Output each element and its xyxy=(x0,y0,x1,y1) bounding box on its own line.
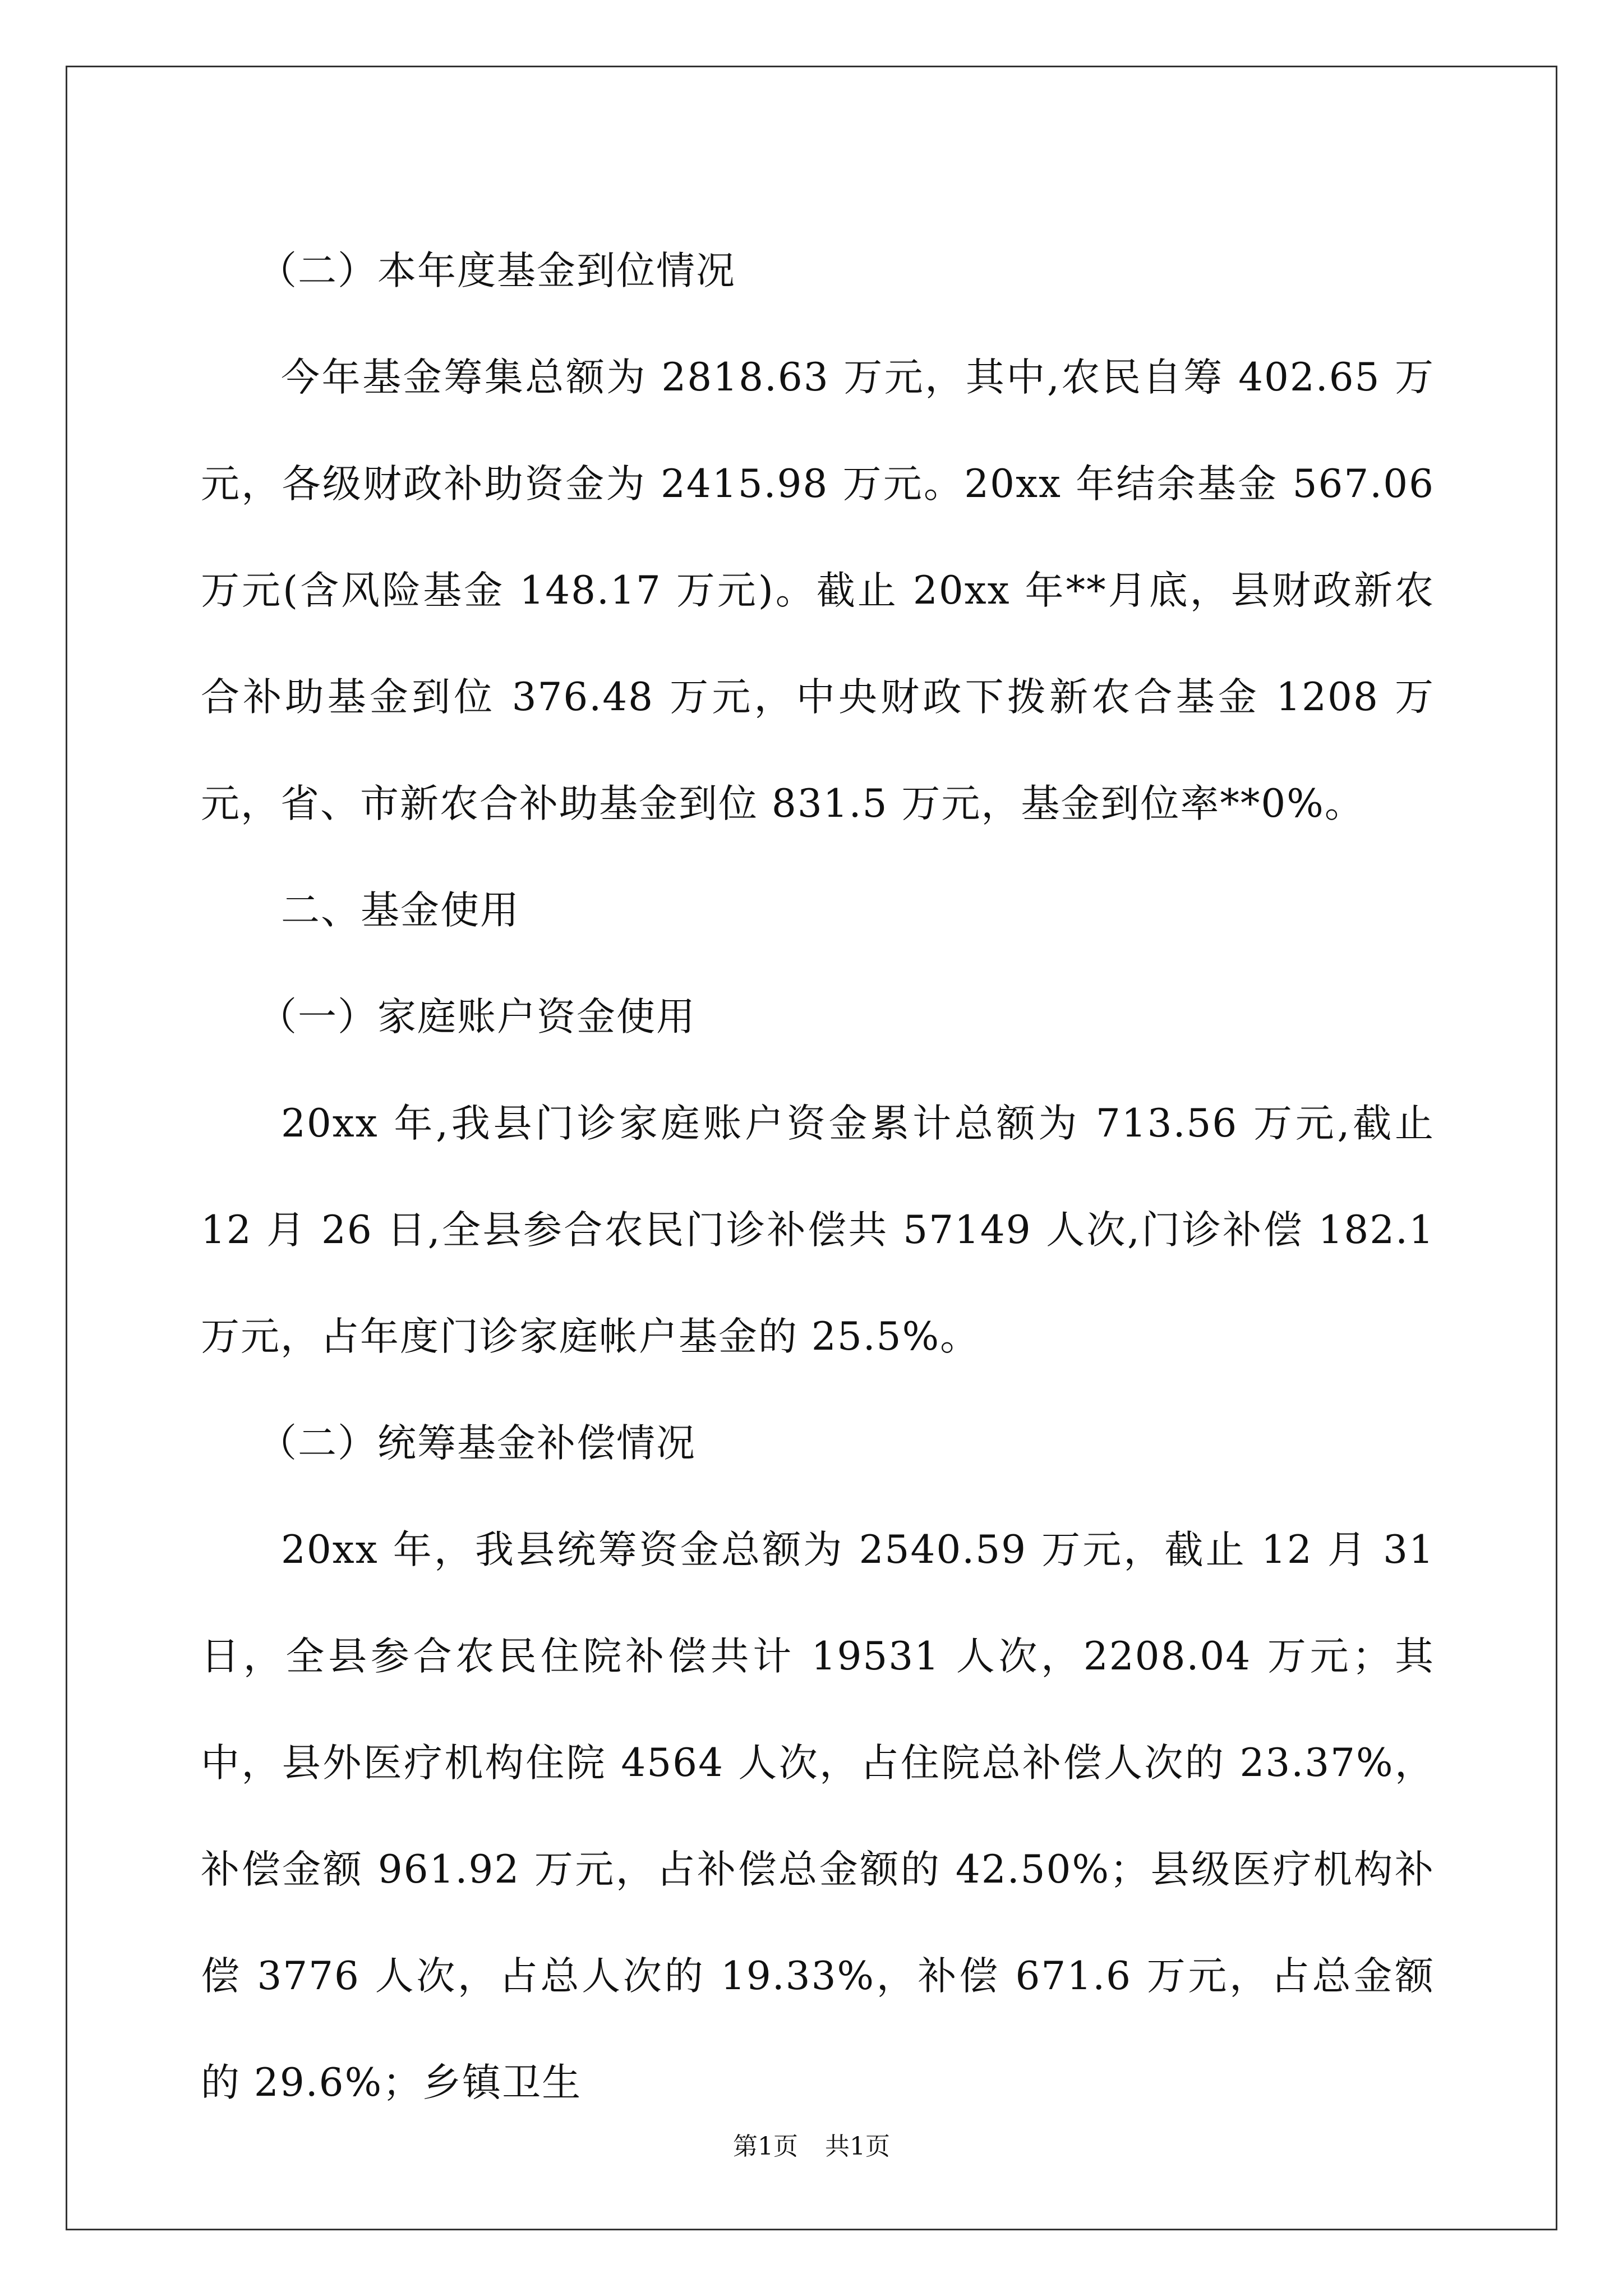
subheading-fund-arrival: （二）本年度基金到位情况 xyxy=(258,249,736,293)
paragraph-family-account: 20xx 年,我县门诊家庭账户资金累计总额为 713.56 万元,截止 12 月 26 日,全县参合农民门诊补偿共 57149 人次,门诊补偿 182.1 万元，占年度门诊家庭帐户基金的 25.5%。 xyxy=(201,1101,1435,1359)
subheading-pooled-fund: （二）统筹基金补偿情况 xyxy=(258,1421,696,1466)
document-body xyxy=(201,218,1435,2136)
subheading-family-account: （一）家庭账户资金使用 xyxy=(258,995,696,1039)
paragraph-pooled-fund: 20xx 年，我县统筹资金总额为 2540.59 万元，截止 12 月 31 日，全县参合农民住院补偿共计 19531 人次，2208.04 万元；其中，县外医疗机构住院 4564 人次，占住院总补偿人次的 23.37%，补偿金额 961.92 万元，占补偿总金额的 42.50%；县级医疗机构补偿 3776 人次，占总人次的 19.33%，补偿 671.6 万元，占总金额的 29.6%；乡镇卫生 xyxy=(201,1527,1435,2105)
page-number: 第1页 xyxy=(733,2132,798,2161)
page-footer xyxy=(0,2126,1623,2162)
page-total: 共1页 xyxy=(825,2132,890,2161)
paragraph-fund-arrival: 今年基金筹集总额为 2818.63 万元，其中,农民自筹 402.65 万元，各级财政补助资金为 2415.98 万元。20xx 年结余基金 567.06 万元(含风险基金 148.17 万元)。截止 20xx 年**月底，县财政新农合补助基金到位 376.48 万元，中央财政下拨新农合基金 1208 万元，省、市新农合补助基金到位 831.5 万元，基金到位率**0%。 xyxy=(201,355,1435,826)
heading-fund-usage: 二、基金使用 xyxy=(281,888,520,933)
